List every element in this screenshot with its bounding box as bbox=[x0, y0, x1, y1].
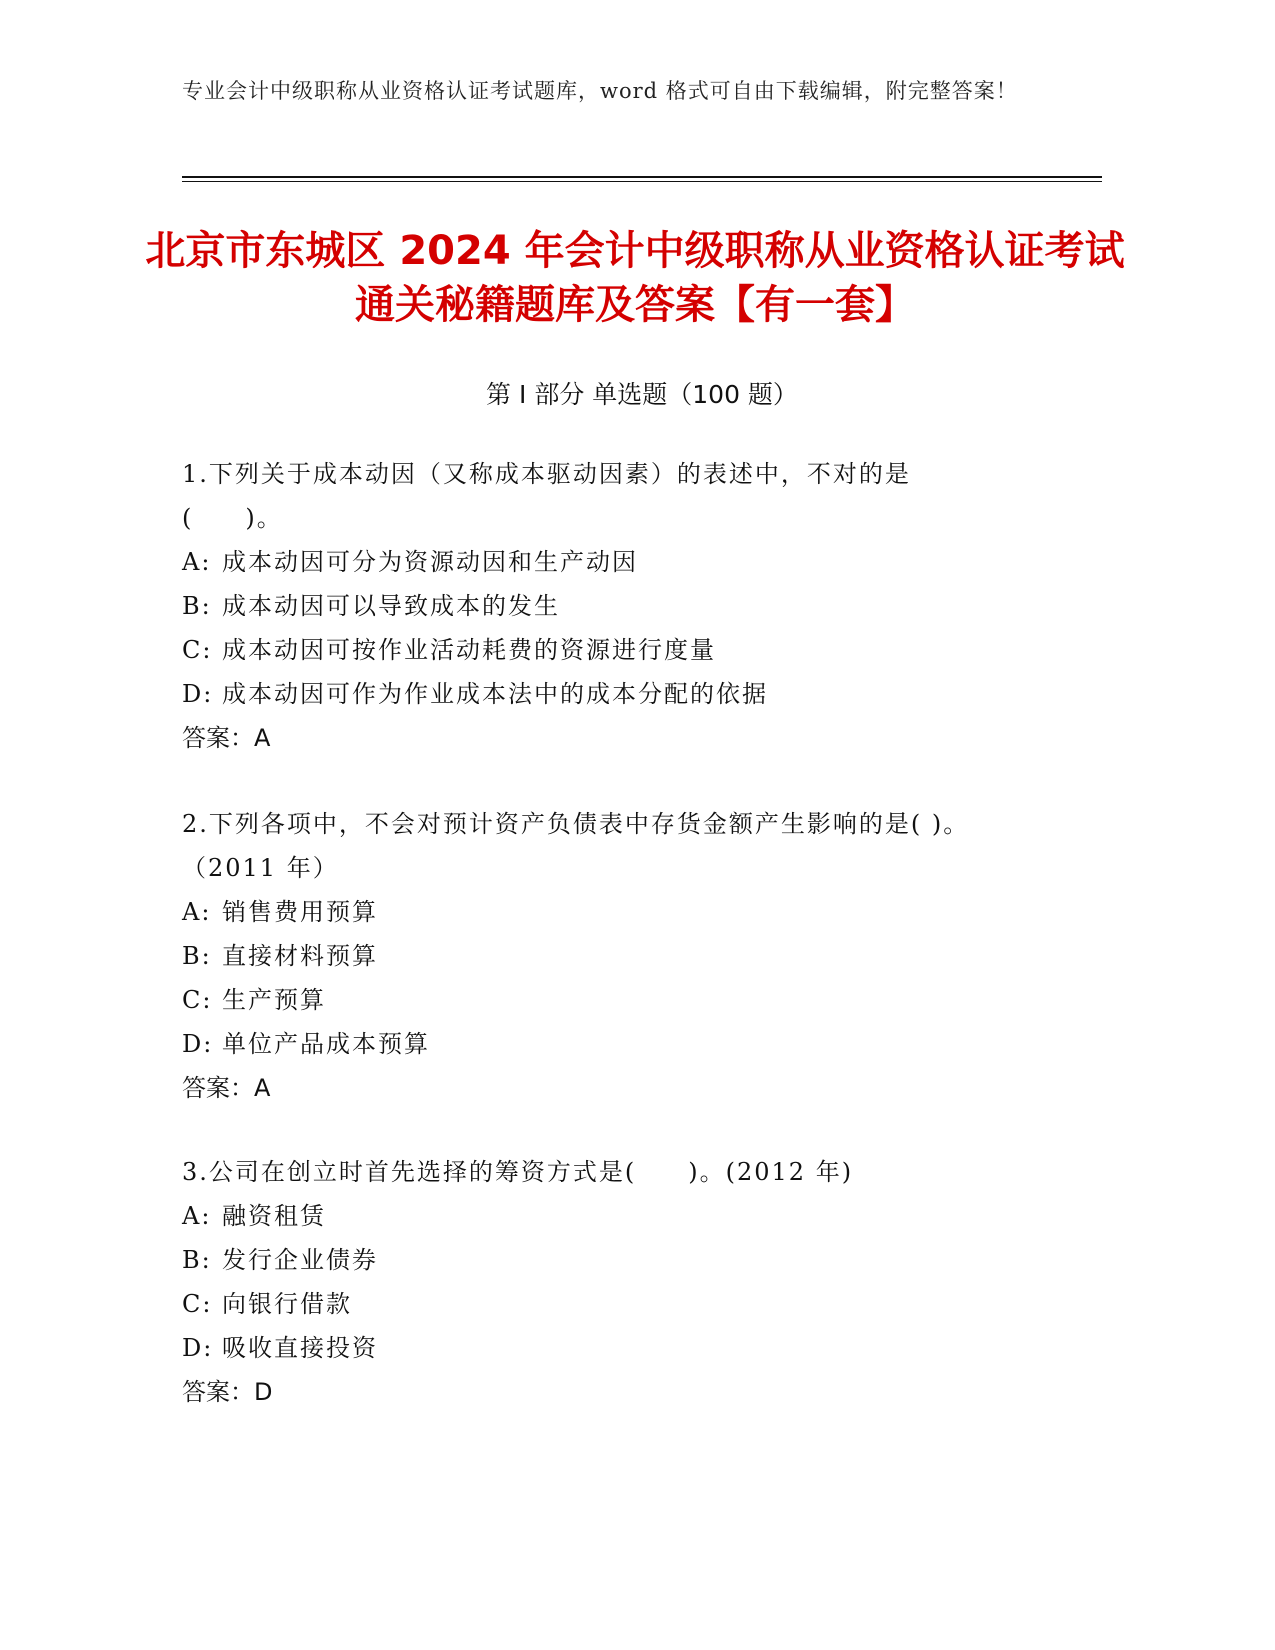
option-key: B: bbox=[182, 592, 212, 620]
header-divider-thick bbox=[182, 176, 1102, 178]
option-key: A: bbox=[182, 548, 212, 576]
option-key: D: bbox=[182, 1030, 214, 1058]
answer-line: 答案：A bbox=[182, 724, 271, 752]
option-d bbox=[182, 1326, 982, 1370]
option-d bbox=[182, 1022, 982, 1066]
question-stem: 3.公司在创立时首先选择的筹资方式是( )。(2012 年) bbox=[182, 1158, 854, 1186]
question-3 bbox=[182, 1150, 982, 1414]
option-key: B: bbox=[182, 1246, 212, 1274]
option-text: 向银行借款 bbox=[222, 1290, 352, 1318]
option-key: C: bbox=[182, 636, 213, 664]
option-c bbox=[182, 978, 982, 1022]
option-b bbox=[182, 584, 982, 628]
option-a bbox=[182, 890, 982, 934]
option-a bbox=[182, 540, 982, 584]
option-c bbox=[182, 1282, 982, 1326]
option-c bbox=[182, 628, 982, 672]
option-text: 销售费用预算 bbox=[222, 898, 378, 926]
answer-line: 答案：A bbox=[182, 1074, 271, 1102]
option-text: 单位产品成本预算 bbox=[222, 1030, 430, 1058]
option-text: 成本动因可以导致成本的发生 bbox=[222, 592, 560, 620]
option-key: C: bbox=[182, 986, 213, 1014]
option-text: 生产预算 bbox=[222, 986, 326, 1014]
option-key: C: bbox=[182, 1290, 213, 1318]
option-text: 融资租赁 bbox=[222, 1202, 326, 1230]
answer-line: 答案：D bbox=[182, 1378, 273, 1406]
question-2 bbox=[182, 802, 982, 1110]
question-1 bbox=[182, 452, 982, 760]
option-b bbox=[182, 934, 982, 978]
option-text: 发行企业债券 bbox=[222, 1246, 378, 1274]
option-a bbox=[182, 1194, 982, 1238]
header-divider-thin bbox=[182, 181, 1102, 182]
option-key: D: bbox=[182, 1334, 214, 1362]
option-text: 成本动因可分为资源动因和生产动因 bbox=[222, 548, 638, 576]
option-text: 成本动因可作为作业成本法中的成本分配的依据 bbox=[222, 680, 768, 708]
option-key: A: bbox=[182, 1202, 212, 1230]
document-title: 北京市东城区 2024 年会计中级职称从业资格认证考试通关秘籍题库及答案【有一套】 bbox=[145, 228, 1125, 328]
question-stem: 1.下列关于成本动因（又称成本驱动因素）的表述中，不对的是( )。 bbox=[182, 460, 911, 532]
header-note: 专业会计中级职称从业资格认证考试题库，word 格式可自由下载编辑，附完整答案！ bbox=[182, 79, 1018, 103]
option-b bbox=[182, 1238, 982, 1282]
option-key: B: bbox=[182, 942, 212, 970]
option-d bbox=[182, 672, 982, 716]
option-key: D: bbox=[182, 680, 214, 708]
option-text: 吸收直接投资 bbox=[222, 1334, 378, 1362]
question-stem: 2.下列各项中，不会对预计资产负债表中存货金额产生影响的是( )。（2011 年） bbox=[182, 810, 970, 882]
section-title: 第 I 部分 单选题（100 题） bbox=[486, 380, 798, 409]
option-text: 直接材料预算 bbox=[222, 942, 378, 970]
option-text: 成本动因可按作业活动耗费的资源进行度量 bbox=[222, 636, 716, 664]
option-key: A: bbox=[182, 898, 212, 926]
